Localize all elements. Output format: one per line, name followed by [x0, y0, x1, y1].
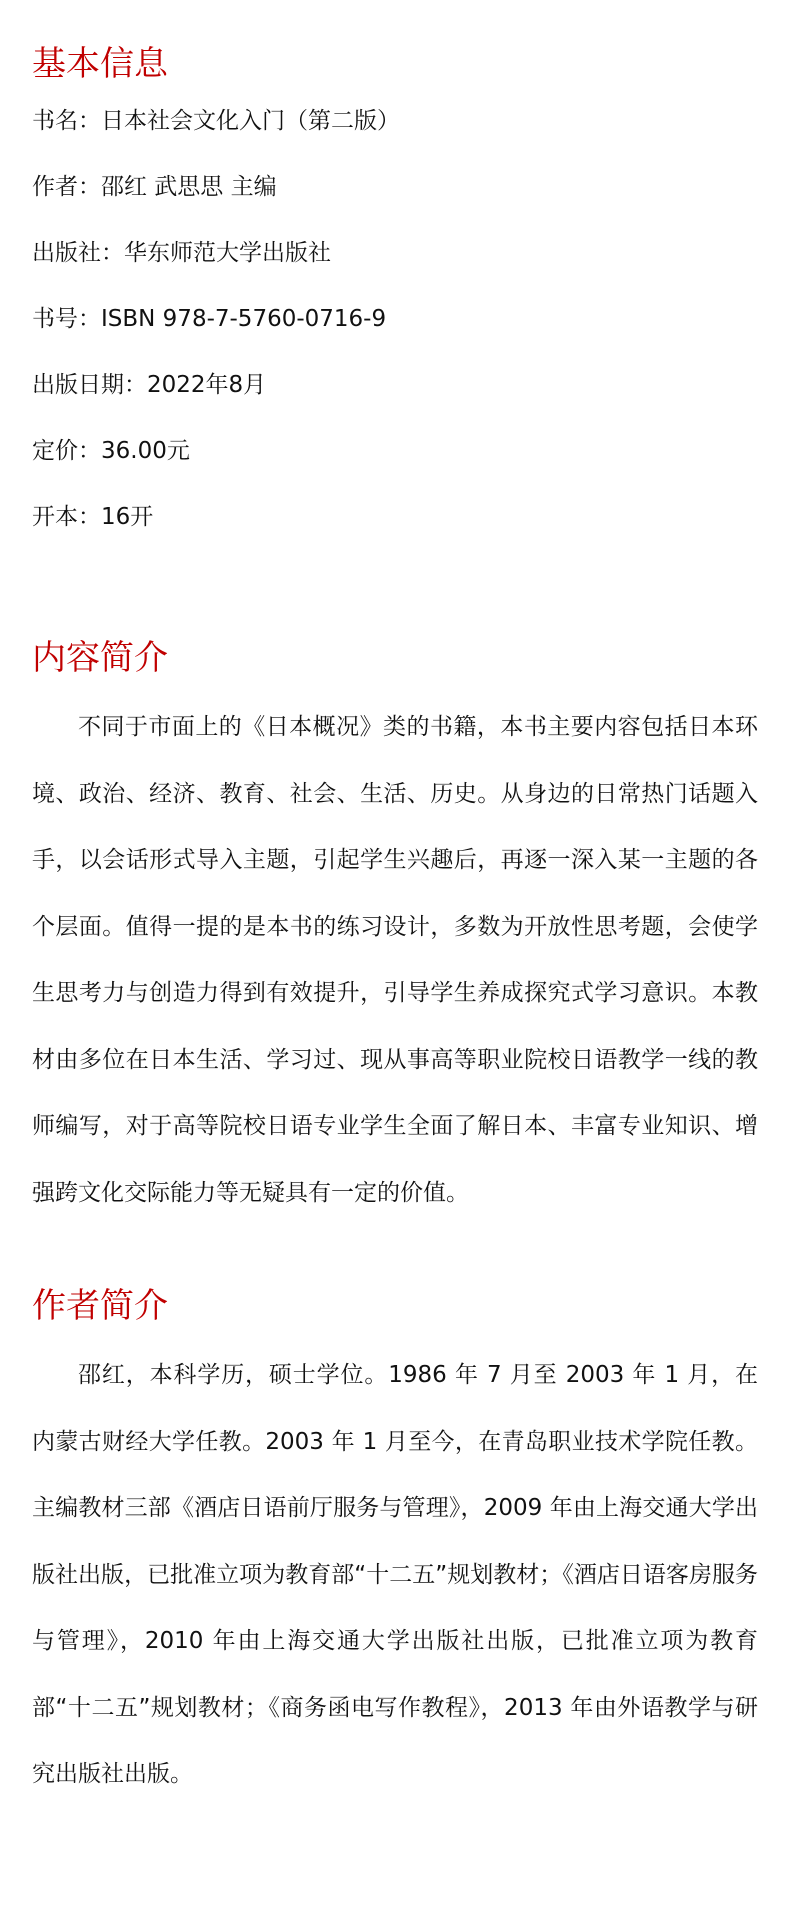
- author-intro-title: 作者简介: [32, 1286, 168, 1326]
- info-row-isbn: 书号：ISBN 978-7-5760-0716-9: [32, 306, 387, 332]
- author-intro-paragraph: 邵红，本科学历，硕士学位。1986 年 7 月至 2003 年 1 月，在内蒙古财经大学任教。2003 年 1 月至今，在青岛职业技术学院任教。主编教材三部《酒店日语前厅服务与管理》，2009 年由上海交通大学出版社出版，已批准立项为教育部“十二五”规划教材；《酒店日语客房服务与管理》，2010 年由上海交通大学出版社出版，已批准立项为教育部“十二五”规划教材；《商务函电写作教程》，2013 年由外语教学与研究出版社出版。: [32, 1362, 758, 1787]
- basic-info-title: 基本信息: [32, 44, 168, 84]
- info-row-author: 作者：邵红 武思思 主编: [32, 174, 277, 200]
- content-intro-paragraph: 不同于市面上的《日本概况》类的书籍，本书主要内容包括日本环境、政治、经济、教育、社会、生活、历史。从身边的日常热门话题入手，以会话形式导入主题，引起学生兴趣后，再逐一深入某一主题的各个层面。值得一提的是本书的练习设计，多数为开放性思考题，会使学生思考力与创造力得到有效提升，引导学生养成探究式学习意识。本教材由多位在日本生活、学习过、现从事高等职业院校日语教学一线的教师编写，对于高等院校日语专业学生全面了解日本、丰富专业知识、增强跨文化交际能力等无疑具有一定的价值。: [32, 714, 758, 1206]
- content-intro-title: 内容简介: [32, 638, 168, 678]
- info-row-book-name: 书名：日本社会文化入门（第二版）: [32, 108, 400, 134]
- basic-info-section: [32, 40, 758, 532]
- info-row-format: 开本：16开: [32, 504, 154, 530]
- info-row-publish-date: 出版日期：2022年8月: [32, 372, 267, 398]
- content-intro-section: [32, 634, 758, 1226]
- info-row-price: 定价：36.00元: [32, 438, 190, 464]
- author-intro-section: [32, 1282, 758, 1808]
- basic-info-list: [32, 106, 758, 532]
- info-row-publisher: 出版社：华东师范大学出版社: [32, 240, 331, 266]
